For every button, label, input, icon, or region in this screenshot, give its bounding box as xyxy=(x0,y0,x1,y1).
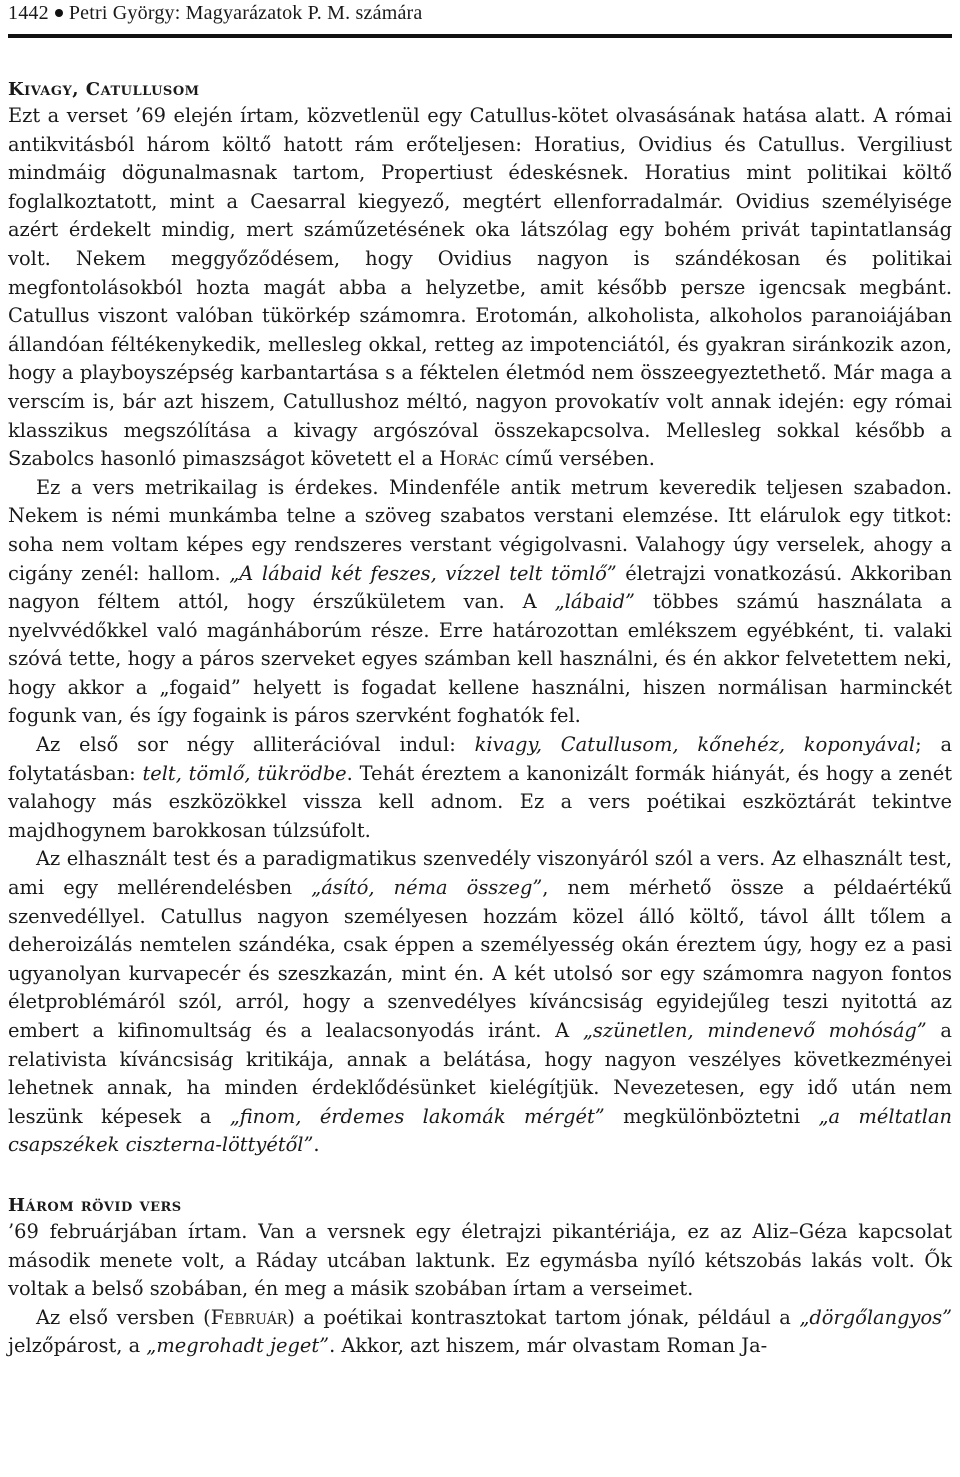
running-header xyxy=(8,0,952,38)
text-run: Az első versben ( xyxy=(36,1305,211,1329)
text-run: Ezt a verset ’69 elején írtam, közvetlenül egy Catullus-kötet olvasásának hatása alatt. A római antikvitásból három költő hatott rám erőteljesen: Horatius, Ovidius és Catullus. Vergiliust mindmáig dögunalmasnak tartom, Propertiust édeskésnek. Horatius mint politikai költő foglalkoztatott, mint a Caesarral kiegyező, megtért ellenforradalmár. Ovidius személyisége azért érdekelt mindig, mert száműzetésének oka látszólag egy bohém privát tapintatlanság volt. Nekem meggyőződésem, hogy Ovidius nagyon is szándékosan és politikai megfontolásokból hozta magát abba a helyzetbe, amit később persze igencsak megbánt. Catullus viszont valóban tükörkép számomra. Erotomán, alkoholista, alkoholos paranoiájában állandóan féltékenykedik, mellesleg okkal, retteg az impotenciától, és gyakran siránkozik azon, hogy a playboyszépség karbantartása s a féktelen életmód nem összeegyeztethető. Már maga a verscím is, bár azt hiszem, Catullushoz méltó, nagyon provokatív volt annak idején: egy római klasszikus megszólítása a kivagy argószóval összekapcsolva. Mellesleg sokkal később a Szabolcs hasonló pimaszságot követett el a xyxy=(8,104,952,471)
text-run: ; a folytatásban: xyxy=(8,733,952,785)
poem-title-februar: Február xyxy=(210,1305,288,1329)
text-run: megkülönböztetni xyxy=(604,1104,819,1128)
quote-run: „ásító, néma összeg” xyxy=(311,876,543,900)
paragraph-4 xyxy=(8,845,952,1160)
paragraph-2 xyxy=(8,474,952,731)
text-run: ) a poétikai kontrasztokat tartom jónak, például a xyxy=(287,1305,800,1329)
running-title: Petri György: Magyarázatok P. M. számára xyxy=(68,2,423,24)
text-run: a relativista kíváncsiság kritikája, annak a belátása, hogy nagyon veszélyes következményei lehetnek annak, ha minden érdeklődésünket kielégítjük. Nevezetesen, egy idő után nem leszünk képesek a xyxy=(8,1019,952,1128)
quote-run: „szünetlen, mindenevő mohóság” xyxy=(582,1019,927,1042)
quote-run: „finom, érdemes lakomák mérgét” xyxy=(229,1104,605,1128)
quote-run: „dörgőlangyos” xyxy=(799,1305,952,1329)
quote-run: „lábaid” xyxy=(554,590,635,614)
quote-run: „A lábaid két feszes, vízzel telt tömlő” xyxy=(229,561,617,585)
paragraph-6 xyxy=(8,1304,952,1361)
text-run: . Akkor, azt hiszem, már olvastam Roman Ja- xyxy=(329,1334,768,1358)
paragraph-5: ’69 februárjában írtam. Van a versnek egy életrajzi pikantériája, ez az Aliz–Géza kapcsolat második menete volt, a Ráday utcában laktunk. Ez egymásba nyíló kétszobás lakás volt. Ők voltak a belső szobában, én meg a másik szobában írtam a verseimet. xyxy=(8,1219,952,1301)
text-run: , nem mérhető össze a példaértékű szenvedéllyel. Catullus nagyon személyesen hozzám közel álló költő, távol állt tőlem a deheroizálás nemtelen szándéka, csak éppen a személyesség okán éreztem úgy, hogy ez a pasi ugyanolyan kurvapecér és szeszkazán, mint én. A két utolsó sor egy számomra nagyon fontos életproblémáról szól, arról, hogy a szenvedélyes kíváncsiság egyidejűleg teszi nyitottá az embert a kifinomultság és a lealacsonyodás iránt. A xyxy=(8,876,952,1042)
paragraph-1 xyxy=(8,102,952,474)
text-run: . Tehát éreztem a kanonizált formák hiányát, és hogy a zenét valahogy más eszközökkel vissza kell adnom. Ez a vers poétikai eszköztárát tekintve majdhogynem barokkosan túlzsúfolt. xyxy=(8,761,952,842)
text-run: életrajzi vonatkozású. Akkoriban nagyon féltem attól, hogy érszűkületem van. A xyxy=(8,561,952,614)
book-page xyxy=(8,0,952,1361)
quote-run: „a méltatlan csapszékek ciszterna-löttyétől” xyxy=(8,1104,952,1157)
quote-run: telt, tömlő, tükrödbe xyxy=(142,761,347,785)
bullet-icon xyxy=(55,9,63,17)
poem-title-horac: Horác xyxy=(439,447,500,471)
paragraph-3 xyxy=(8,731,952,845)
section-title-harom: Három rövid vers xyxy=(8,1194,182,1216)
text-run: . xyxy=(313,1133,320,1157)
text-run: Ez a vers metrikailag is érdekes. Mindenféle antik metrum keveredik teljesen szabadon. Nekem is némi munkámba telne a szöveg szabatos verstani elemzése. Itt elárulok egy titkot: soha nem voltam képes egy rendszeres verstant végigolvasni. Valahogy úgy verselek, ahogy a cigány zenél: hallom. xyxy=(8,475,952,585)
text-run: című versében. xyxy=(499,447,655,471)
text-run: Az első sor négy alliterációval indul: xyxy=(36,733,475,757)
page-number: 1442 xyxy=(8,2,49,24)
text-run: Az elhasznált test és a paradigmatikus szenvedély viszonyáról szól a vers. Az elhasznált test, ami egy mellérendelésben xyxy=(8,847,952,900)
quote-run: „megrohadt jeget” xyxy=(146,1334,330,1358)
quote-run: kivagy, Catullusom, kőnehéz, koponyával xyxy=(474,733,916,757)
text-run: jelzőpárost, a xyxy=(8,1334,147,1358)
text-run: többes számú használata a nyelvvédőkkel való magánháborúm része. Erre határozottan emlékszem egyébként, ti. valaki szóvá tette, hogy a páros szerveket egyes számban kell használni, és én akkor felvetettem neki, hogy akkor a „fogaid” helyett is fogadat kellene használni, hiszen normálisan harminckét fogunk van, és így fogaink is páros szervként foghatók fel. xyxy=(8,590,952,728)
section-title-kivagy: Kivagy, Catullusom xyxy=(8,79,200,100)
